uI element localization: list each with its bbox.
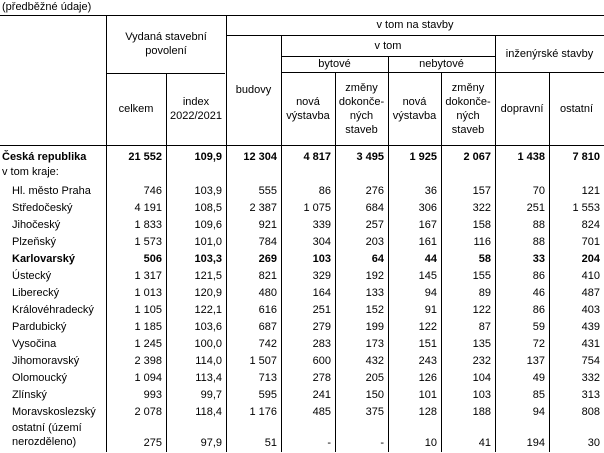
cell-celkem: 1 105 (134, 304, 162, 316)
row-label: Moravskoslezský (12, 406, 96, 418)
cell-neb-nova: 101 (418, 389, 437, 401)
cell-dopravni: 86 (532, 270, 545, 282)
cell-index: 113,4 (195, 372, 222, 384)
cell-celkem: 1 317 (134, 270, 162, 282)
row-label: Jihočeský (12, 219, 61, 231)
row-label: Jihomoravský (12, 355, 80, 367)
header-of-which-structures: v tom na stavby (376, 19, 454, 31)
cell-dopravni: 46 (532, 287, 545, 299)
cell-dopravni: 70 (532, 185, 545, 197)
cell-byt-nova: 278 (312, 372, 331, 384)
cell-neb-nova: 36 (424, 185, 437, 197)
cell-index: 103,6 (194, 321, 222, 333)
cell-budovy: 1 176 (249, 406, 277, 418)
cell-byt-nova: 241 (312, 389, 331, 401)
statistics-table (0, 15, 604, 452)
cell-index: 118,4 (195, 406, 222, 418)
cell-celkem: 506 (143, 253, 162, 265)
header-index: index 2022/2021 (170, 96, 222, 122)
table-row (0, 183, 604, 200)
cell-ostatni: 808 (581, 406, 600, 418)
cell-dopravni: 72 (532, 338, 545, 350)
cell-celkem: 993 (143, 389, 162, 401)
cell-neb-nova: 1 925 (409, 151, 437, 163)
cell-byt-nova: 1 075 (303, 202, 331, 214)
cell-neb-nova: 306 (418, 202, 437, 214)
header-res-changes: změny dokonče-ných staveb (338, 81, 385, 136)
cell-ostatni: 204 (581, 253, 600, 265)
header-bottom-border (0, 145, 604, 146)
cell-ostatni: 1 553 (572, 202, 600, 214)
cell-budovy: 1 507 (249, 355, 277, 367)
cell-byt-nova: - (327, 437, 331, 449)
table-row (0, 217, 604, 234)
cell-dopravni: 88 (532, 219, 545, 231)
cell-neb-zmeny: 157 (472, 185, 491, 197)
cell-celkem: 1 185 (134, 321, 162, 333)
cell-neb-zmeny: 41 (478, 437, 491, 449)
row-label: Hl. město Praha (12, 185, 91, 197)
cell-byt-nova: 103 (312, 253, 331, 265)
cell-neb-zmeny: 188 (472, 406, 491, 418)
cell-byt-zmeny: 3 495 (356, 151, 384, 163)
cell-byt-zmeny: 64 (371, 253, 384, 265)
table-row (0, 387, 604, 404)
cell-neb-nova: 94 (424, 287, 437, 299)
cell-ostatni: 121 (581, 185, 600, 197)
cell-ostatni: 313 (581, 389, 600, 401)
cell-neb-nova: 91 (424, 304, 437, 316)
cell-byt-nova: 600 (312, 355, 331, 367)
table-row (0, 149, 604, 166)
cell-budovy: 742 (258, 338, 277, 350)
cell-dopravni: 194 (526, 437, 545, 449)
row-label: ostatní (území nerozděleno) (12, 422, 82, 448)
cell-byt-nova: 86 (318, 185, 331, 197)
cell-neb-nova: 145 (418, 270, 437, 282)
cell-byt-zmeny: 203 (365, 236, 384, 248)
cell-neb-nova: 167 (418, 219, 437, 231)
row-label: Olomoucký (12, 372, 68, 384)
cell-dopravni: 85 (532, 389, 545, 401)
cell-byt-zmeny: 150 (365, 389, 384, 401)
cell-neb-zmeny: 104 (472, 372, 491, 384)
cell-ostatni: 439 (581, 321, 600, 333)
cell-ostatni: 754 (581, 355, 600, 367)
cell-dopravni: 1 438 (517, 151, 545, 163)
header-total: celkem (118, 103, 154, 115)
cell-budovy: 713 (258, 372, 277, 384)
cell-ostatni: 487 (581, 287, 600, 299)
cell-byt-nova: 251 (312, 304, 331, 316)
cell-byt-nova: 279 (312, 321, 331, 333)
cell-byt-zmeny: - (380, 437, 384, 449)
cell-budovy: 616 (258, 304, 277, 316)
cell-neb-nova: 243 (418, 355, 437, 367)
cell-dopravni: 88 (532, 236, 545, 248)
cell-index: 99,7 (200, 389, 222, 401)
cell-neb-zmeny: 322 (472, 202, 491, 214)
cell-neb-zmeny: 58 (478, 253, 491, 265)
cell-neb-nova: 126 (418, 372, 437, 384)
cell-ostatni: 7 810 (572, 151, 600, 163)
header-permits: Vydaná stavební povolení (125, 31, 207, 57)
cell-byt-zmeny: 192 (365, 270, 384, 282)
cell-neb-nova: 122 (418, 321, 437, 333)
cell-neb-zmeny: 2 067 (463, 151, 491, 163)
row-label: Karlovarský (12, 253, 75, 265)
table-row (0, 404, 604, 421)
cell-byt-nova: 4 817 (303, 151, 331, 163)
header-nonresidential: nebytové (419, 58, 464, 70)
table-row (0, 200, 604, 217)
header-transport: dopravní (500, 102, 544, 115)
cell-index: 101,0 (194, 236, 222, 248)
header-nonres-new: nová výstavba (392, 95, 437, 122)
cell-neb-nova: 10 (424, 437, 437, 449)
cell-dopravni: 137 (526, 355, 545, 367)
regions-caption: v tom kraje: (2, 166, 59, 178)
row-label: Ústecký (12, 270, 52, 282)
table-row (0, 336, 604, 353)
cell-budovy: 921 (258, 219, 277, 231)
cell-index: 103,3 (194, 253, 222, 265)
table-row (0, 268, 604, 285)
cell-index: 120,9 (194, 287, 222, 299)
cell-byt-nova: 304 (312, 236, 331, 248)
cell-byt-zmeny: 276 (365, 185, 384, 197)
header-res-new: nová výstavba (286, 95, 330, 122)
table-row (0, 302, 604, 319)
cell-celkem: 746 (143, 185, 162, 197)
cell-byt-zmeny: 684 (365, 202, 384, 214)
cell-byt-nova: 485 (312, 406, 331, 418)
cell-index: 103,9 (194, 185, 222, 197)
cell-neb-zmeny: 87 (478, 321, 491, 333)
cell-byt-zmeny: 205 (365, 372, 384, 384)
row-label: Liberecký (12, 287, 60, 299)
cell-byt-zmeny: 432 (365, 355, 384, 367)
cell-celkem: 1 013 (134, 287, 162, 299)
cell-byt-zmeny: 199 (365, 321, 384, 333)
cell-neb-nova: 128 (418, 406, 437, 418)
cell-celkem: 275 (143, 437, 162, 449)
cell-neb-nova: 151 (418, 338, 437, 350)
cell-budovy: 2 387 (249, 202, 277, 214)
cell-ostatni: 701 (581, 236, 600, 248)
cell-byt-nova: 329 (312, 270, 331, 282)
table-row (0, 285, 604, 302)
cell-budovy: 555 (258, 185, 277, 197)
cell-ostatni: 30 (587, 437, 600, 449)
cell-byt-zmeny: 173 (365, 338, 384, 350)
cell-budovy: 784 (258, 236, 277, 248)
cell-byt-zmeny: 375 (365, 406, 384, 418)
cell-index: 109,6 (194, 219, 222, 231)
header-other: ostatní (559, 102, 594, 115)
cell-index: 122,1 (194, 304, 222, 316)
header-buildings: budovy (235, 84, 272, 96)
header-of-which: v tom (374, 39, 402, 52)
cell-ostatni: 332 (581, 372, 600, 384)
cell-budovy: 480 (258, 287, 277, 299)
table-row (0, 353, 604, 370)
cell-neb-zmeny: 135 (472, 338, 491, 350)
cell-celkem: 1 094 (134, 372, 162, 384)
table-row (0, 370, 604, 387)
cell-budovy: 269 (258, 253, 277, 265)
row-label: Zlínský (12, 389, 47, 401)
row-label: Pardubický (12, 321, 67, 333)
header-civil: inženýrské stavby (505, 47, 594, 60)
cell-neb-nova: 44 (424, 253, 437, 265)
header-residential: bytové (318, 58, 351, 70)
cell-celkem: 21 552 (128, 151, 162, 163)
cell-index: 100,0 (194, 338, 222, 350)
cell-neb-zmeny: 122 (472, 304, 491, 316)
table-row (0, 319, 604, 336)
cell-neb-nova: 161 (418, 236, 437, 248)
cell-byt-zmeny: 133 (365, 287, 384, 299)
cell-neb-zmeny: 158 (472, 219, 491, 231)
row-label: Plzeňský (12, 236, 57, 248)
table-row (0, 421, 604, 449)
cell-index: 108,5 (194, 202, 222, 214)
cell-neb-zmeny: 155 (472, 270, 491, 282)
cell-celkem: 1 833 (134, 219, 162, 231)
cell-ostatni: 824 (581, 219, 600, 231)
cell-celkem: 4 191 (134, 202, 162, 214)
cell-byt-nova: 164 (312, 287, 331, 299)
cell-celkem: 1 573 (134, 236, 162, 248)
cell-dopravni: 251 (526, 202, 545, 214)
cell-index: 114,0 (195, 355, 222, 367)
cell-budovy: 51 (264, 437, 277, 449)
cell-ostatni: 403 (581, 304, 600, 316)
cell-neb-zmeny: 116 (473, 236, 491, 248)
cell-byt-nova: 339 (312, 219, 331, 231)
row-label: Česká republika (2, 151, 87, 163)
cell-dopravni: 59 (532, 321, 545, 333)
cell-budovy: 595 (258, 389, 277, 401)
cell-neb-zmeny: 89 (478, 287, 491, 299)
cell-budovy: 12 304 (243, 151, 277, 163)
cell-dopravni: 49 (532, 372, 545, 384)
cell-celkem: 1 245 (134, 338, 162, 350)
cell-celkem: 2 078 (134, 406, 162, 418)
row-label: Středočeský (12, 202, 73, 214)
cell-index: 97,9 (200, 437, 222, 449)
table-row (0, 251, 604, 268)
cell-index: 121,5 (194, 270, 222, 282)
cell-byt-nova: 283 (312, 338, 331, 350)
cell-dopravni: 33 (532, 253, 545, 265)
cell-budovy: 821 (258, 270, 277, 282)
cell-ostatni: 410 (581, 270, 600, 282)
cell-index: 109,9 (194, 151, 222, 163)
cell-ostatni: 431 (581, 338, 600, 350)
cell-dopravni: 86 (532, 304, 545, 316)
cell-byt-zmeny: 257 (365, 219, 384, 231)
cell-neb-zmeny: 103 (472, 389, 491, 401)
cell-celkem: 2 398 (134, 355, 162, 367)
row-label: Královéhradecký (12, 304, 94, 316)
cell-neb-zmeny: 232 (472, 355, 491, 367)
row-label: Vysočina (12, 338, 57, 350)
header-nonres-changes: změny dokonče-ných staveb (445, 81, 491, 136)
table-row (0, 234, 604, 251)
note-preliminary: (předběžné údaje) (2, 1, 92, 13)
cell-byt-zmeny: 152 (365, 304, 384, 316)
cell-budovy: 687 (258, 321, 277, 333)
cell-dopravni: 94 (532, 406, 545, 418)
